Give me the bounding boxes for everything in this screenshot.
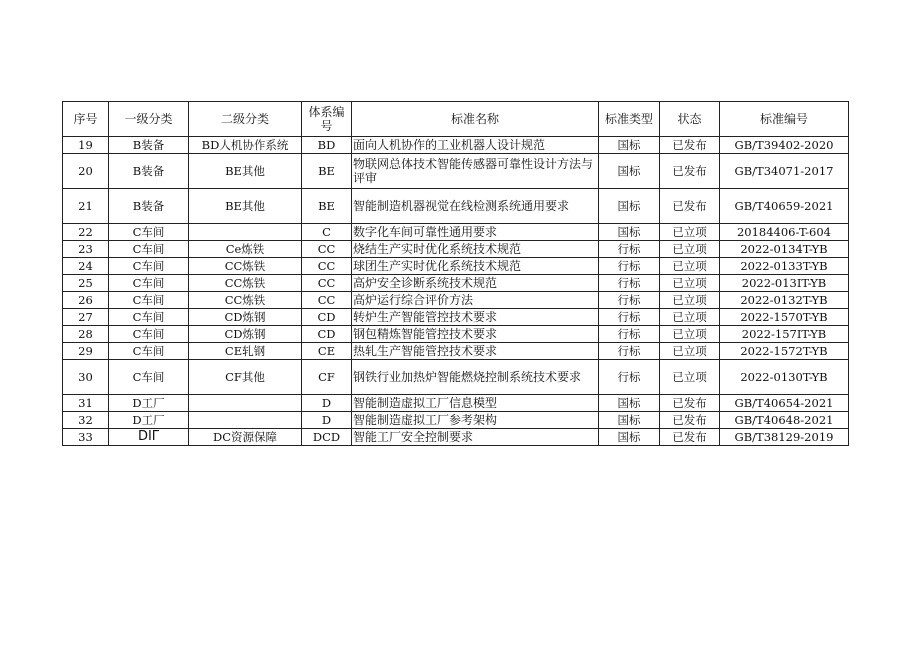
- cell-std-no: GB/T39402-2020: [720, 137, 849, 154]
- cell-type: 行标: [599, 326, 660, 343]
- cell-std-no: GB/T34071-2017: [720, 154, 849, 189]
- cell-std-no: GB/T40659-2021: [720, 189, 849, 224]
- cell-type: 国标: [599, 189, 660, 224]
- standards-table: [62, 101, 849, 446]
- table-row: [63, 224, 849, 241]
- cell-no: 33: [63, 429, 109, 446]
- cell-status: 已立项: [660, 224, 720, 241]
- cell-status: 已立项: [660, 258, 720, 275]
- cell-std-no: 2022-1572T-YB: [720, 343, 849, 360]
- cell-status: 已立项: [660, 275, 720, 292]
- cell-no: 26: [63, 292, 109, 309]
- cell-code: CC: [302, 258, 352, 275]
- cell-status: 已发布: [660, 429, 720, 446]
- cell-no: 28: [63, 326, 109, 343]
- cell-no: 22: [63, 224, 109, 241]
- cell-name: 钢铁行业加热炉智能燃烧控制系统技术要求: [352, 360, 599, 395]
- cell-level2: BD人机协作系统: [189, 137, 302, 154]
- header-cell-name: 标准名称: [352, 102, 599, 137]
- table-row: [63, 292, 849, 309]
- cell-no: 21: [63, 189, 109, 224]
- cell-code: BD: [302, 137, 352, 154]
- cell-level2: CF其他: [189, 360, 302, 395]
- table-row: [63, 309, 849, 326]
- cell-std-no: 2022-1570T-YB: [720, 309, 849, 326]
- cell-level1: B装备: [109, 137, 189, 154]
- cell-std-no: 2022-0132T-YB: [720, 292, 849, 309]
- cell-level1: C车间: [109, 224, 189, 241]
- header-cell-no: 序号: [63, 102, 109, 137]
- cell-no: 19: [63, 137, 109, 154]
- table-row: [63, 429, 849, 446]
- table-row: [63, 154, 849, 189]
- cell-no: 30: [63, 360, 109, 395]
- cell-no: 23: [63, 241, 109, 258]
- cell-type: 行标: [599, 275, 660, 292]
- table-row: [63, 275, 849, 292]
- cell-code: CF: [302, 360, 352, 395]
- cell-level2: CE轧钢: [189, 343, 302, 360]
- cell-code: DCD: [302, 429, 352, 446]
- cell-status: 已发布: [660, 154, 720, 189]
- table-row: [63, 241, 849, 258]
- cell-name: 高炉安全诊断系统技术规范: [352, 275, 599, 292]
- header-cell-code: 体系编号: [302, 102, 352, 137]
- cell-level2: [189, 412, 302, 429]
- header-cell-status: 状态: [660, 102, 720, 137]
- cell-name: 烧结生产实时优化系统技术规范: [352, 241, 599, 258]
- cell-code: BE: [302, 154, 352, 189]
- cell-no: 29: [63, 343, 109, 360]
- cell-name: 智能制造虚拟工厂信息模型: [352, 395, 599, 412]
- cell-code: D: [302, 412, 352, 429]
- header-cell-level1: 一级分类: [109, 102, 189, 137]
- cell-std-no: 2022-0134T-YB: [720, 241, 849, 258]
- cell-level2: BE其他: [189, 189, 302, 224]
- cell-name: 物联网总体技术智能传感器可靠性设计方法与评审: [352, 154, 599, 189]
- cell-name: 钢包精炼智能管控技术要求: [352, 326, 599, 343]
- cell-status: 已立项: [660, 343, 720, 360]
- table-row: [63, 395, 849, 412]
- table-row: [63, 189, 849, 224]
- cell-level1: C车间: [109, 343, 189, 360]
- cell-level2: Ce炼铁: [189, 241, 302, 258]
- cell-level2: CD炼钢: [189, 309, 302, 326]
- cell-std-no: 20184406-T-604: [720, 224, 849, 241]
- cell-level1: B装备: [109, 189, 189, 224]
- cell-code: CE: [302, 343, 352, 360]
- table-header-row: [63, 102, 849, 137]
- cell-name: 高炉运行综合评价方法: [352, 292, 599, 309]
- cell-type: 国标: [599, 395, 660, 412]
- cell-level2: [189, 395, 302, 412]
- cell-type: 国标: [599, 412, 660, 429]
- cell-name: 数字化车间可靠性通用要求: [352, 224, 599, 241]
- cell-status: 已发布: [660, 395, 720, 412]
- cell-std-no: 2022-0133T-YB: [720, 258, 849, 275]
- cell-level1: C车间: [109, 326, 189, 343]
- table-row: [63, 258, 849, 275]
- cell-code: C: [302, 224, 352, 241]
- header-cell-std-no: 标准编号: [720, 102, 849, 137]
- cell-level1: B装备: [109, 154, 189, 189]
- cell-level1: C车间: [109, 275, 189, 292]
- cell-status: 已发布: [660, 412, 720, 429]
- cell-std-no: GB/T40654-2021: [720, 395, 849, 412]
- cell-level1: C车间: [109, 241, 189, 258]
- cell-type: 行标: [599, 241, 660, 258]
- cell-level2: BE其他: [189, 154, 302, 189]
- cell-level2: CC炼铁: [189, 258, 302, 275]
- cell-level1: C车间: [109, 309, 189, 326]
- cell-type: 行标: [599, 360, 660, 395]
- table-row: [63, 343, 849, 360]
- cell-type: 行标: [599, 343, 660, 360]
- cell-code: CD: [302, 326, 352, 343]
- cell-std-no: GB/T40648-2021: [720, 412, 849, 429]
- cell-status: 已立项: [660, 326, 720, 343]
- cell-std-no: 2022-0130T-YB: [720, 360, 849, 395]
- cell-status: 已立项: [660, 241, 720, 258]
- cell-status: 已立项: [660, 309, 720, 326]
- cell-type: 行标: [599, 258, 660, 275]
- cell-level1: C车间: [109, 360, 189, 395]
- cell-name: 球团生产实时优化系统技术规范: [352, 258, 599, 275]
- cell-no: 27: [63, 309, 109, 326]
- cell-type: 国标: [599, 429, 660, 446]
- cell-status: 已立项: [660, 360, 720, 395]
- cell-no: 25: [63, 275, 109, 292]
- cell-level1: D工厂: [109, 412, 189, 429]
- cell-code: CC: [302, 241, 352, 258]
- table-row: [63, 326, 849, 343]
- cell-code: CD: [302, 309, 352, 326]
- cell-status: 已立项: [660, 292, 720, 309]
- cell-level2: [189, 224, 302, 241]
- cell-type: 国标: [599, 137, 660, 154]
- cell-code: CC: [302, 275, 352, 292]
- cell-std-no: GB/T38129-2019: [720, 429, 849, 446]
- cell-name: 面向人机协作的工业机器人设计规范: [352, 137, 599, 154]
- cell-type: 行标: [599, 292, 660, 309]
- cell-level2: CC炼铁: [189, 292, 302, 309]
- cell-name: 热轧生产智能管控技术要求: [352, 343, 599, 360]
- table-row: [63, 412, 849, 429]
- cell-level1: D工厂: [109, 395, 189, 412]
- cell-level2: CD炼钢: [189, 326, 302, 343]
- cell-no: 24: [63, 258, 109, 275]
- cell-type: 行标: [599, 309, 660, 326]
- cell-level1: C车间: [109, 258, 189, 275]
- cell-name: 智能制造机器视觉在线检测系统通用要求: [352, 189, 599, 224]
- cell-name: 转炉生产智能管控技术要求: [352, 309, 599, 326]
- cell-code: D: [302, 395, 352, 412]
- header-cell-type: 标准类型: [599, 102, 660, 137]
- cell-status: 已发布: [660, 137, 720, 154]
- cell-level1: C车间: [109, 292, 189, 309]
- cell-level1: DIΓ: [109, 429, 189, 446]
- cell-type: 国标: [599, 154, 660, 189]
- cell-no: 20: [63, 154, 109, 189]
- cell-level2: CC炼铁: [189, 275, 302, 292]
- cell-level2: DC资源保障: [189, 429, 302, 446]
- cell-std-no: 2022-013IT-YB: [720, 275, 849, 292]
- cell-std-no: 2022-157IT-YB: [720, 326, 849, 343]
- cell-no: 31: [63, 395, 109, 412]
- header-cell-level2: 二级分类: [189, 102, 302, 137]
- cell-code: CC: [302, 292, 352, 309]
- cell-name: 智能制造虚拟工厂参考架构: [352, 412, 599, 429]
- cell-code: BE: [302, 189, 352, 224]
- table-row: [63, 360, 849, 395]
- cell-name: 智能工厂安全控制要求: [352, 429, 599, 446]
- cell-no: 32: [63, 412, 109, 429]
- cell-status: 已发布: [660, 189, 720, 224]
- table-row: [63, 137, 849, 154]
- cell-type: 国标: [599, 224, 660, 241]
